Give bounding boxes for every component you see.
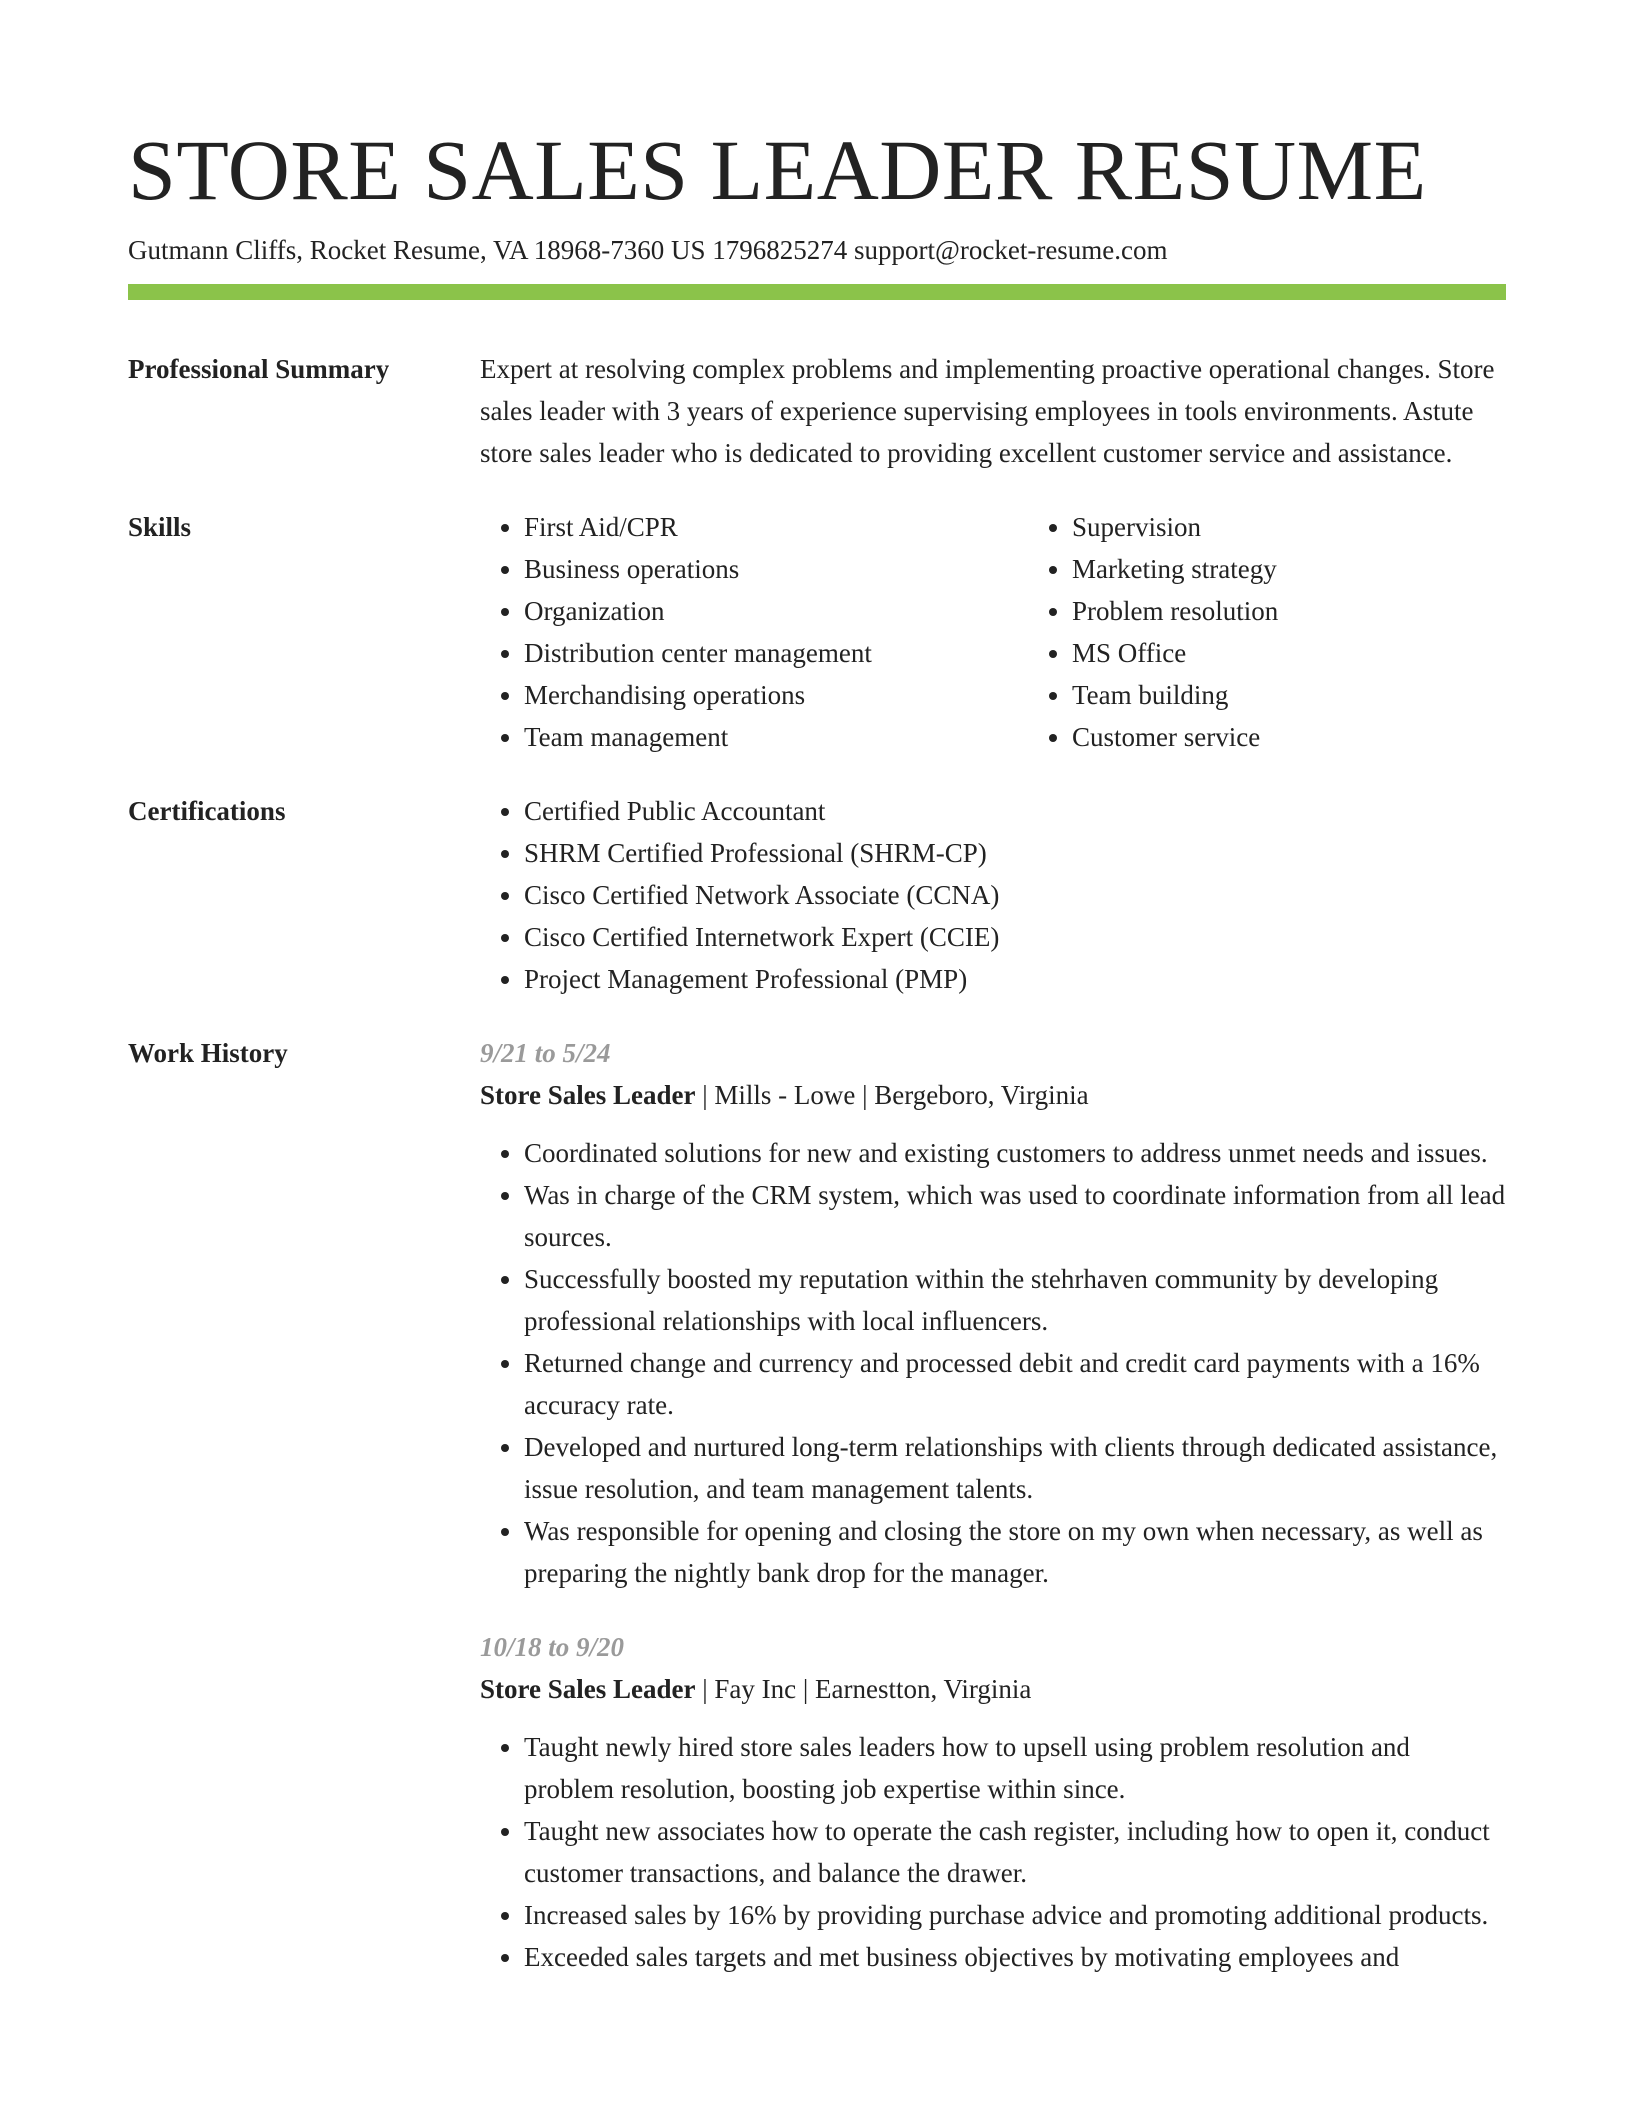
- certifications-section: [128, 790, 1506, 1000]
- certification-item: • SHRM Certified Professional (SHRM-CP): [524, 832, 1506, 874]
- summary-section: [128, 348, 1506, 474]
- certifications-list: [480, 790, 1506, 1000]
- job-bullet: • Successfully boosted my reputation within the stehrhaven community by developing professional relationships with local influencers.: [524, 1258, 1506, 1342]
- job-entry: [480, 1626, 1506, 1978]
- job-bullet: • Coordinated solutions for new and existing customers to address unmet needs and issues.: [524, 1132, 1506, 1174]
- certification-item: • Project Management Professional (PMP): [524, 958, 1506, 1000]
- job-entry: [480, 1032, 1506, 1594]
- job-bullet: • Taught newly hired store sales leaders how to upsell using problem resolution and problem resolution, boosting job expertise within since.: [524, 1726, 1506, 1810]
- section-label-skills: Skills: [128, 512, 192, 542]
- resume-page: [128, 118, 1506, 1978]
- skill-item: • Organization: [524, 590, 1028, 632]
- job-bullet: • Developed and nurtured long-term relationships with clients through dedicated assistance, issue resolution, and team management talents.: [524, 1426, 1506, 1510]
- job-bullet: • Taught new associates how to operate the cash register, including how to open it, conduct customer transactions, and balance the drawer.: [524, 1810, 1506, 1894]
- certification-item: • Certified Public Accountant: [524, 790, 1506, 832]
- skill-item: • Supervision: [1072, 506, 1576, 548]
- contact-line: Gutmann Cliffs, Rocket Resume, VA 18968-7360 US 1796825274 support@rocket-resume.com: [128, 235, 1168, 265]
- skill-item: • Marketing strategy: [1072, 548, 1576, 590]
- work-history-section: [128, 1032, 1506, 1978]
- skill-item: • Distribution center management: [524, 632, 1028, 674]
- job-title: Store Sales Leader: [480, 1674, 696, 1704]
- job-heading: [480, 1668, 1506, 1710]
- job-dates: 9/21 to 5/24: [480, 1038, 611, 1068]
- job-bullets: [480, 1132, 1506, 1594]
- summary-text: Expert at resolving complex problems and implementing proactive operational changes. Store sales leader with 3 years of experience supervising employees in tools environments. Astute store sales leader who is dedicated to providing excellent customer service and assistance.: [480, 354, 1495, 468]
- job-bullet: • Was in charge of the CRM system, which was used to coordinate information from all lead sources.: [524, 1174, 1506, 1258]
- job-bullets: [480, 1726, 1506, 1978]
- job-details: | Mills - Lowe | Bergeboro, Virginia: [695, 1080, 1089, 1110]
- skills-grid: [480, 506, 1576, 758]
- job-details: | Fay Inc | Earnestton, Virginia: [695, 1674, 1032, 1704]
- skill-item: • Merchandising operations: [524, 674, 1028, 716]
- section-label-certifications: Certifications: [128, 796, 286, 826]
- skill-item: • Business operations: [524, 548, 1028, 590]
- skill-item: • Team management: [524, 716, 1028, 758]
- skills-column-2: [1028, 506, 1576, 758]
- skill-item: • First Aid/CPR: [524, 506, 1028, 548]
- resume-title: STORE SALES LEADER RESUME: [128, 122, 1427, 218]
- skills-column-1: [480, 506, 1028, 758]
- certification-item: • Cisco Certified Internetwork Expert (CCIE): [524, 916, 1506, 958]
- work-history-body: [480, 1032, 1506, 1978]
- skill-item: • Problem resolution: [1072, 590, 1576, 632]
- section-label-work-history: Work History: [128, 1038, 288, 1068]
- skills-body: [480, 506, 1576, 758]
- job-bullet: • Exceeded sales targets and met business objectives by motivating employees and: [524, 1936, 1506, 1978]
- skills-section: [128, 506, 1506, 758]
- certifications-body: [480, 790, 1506, 1000]
- job-bullet: • Increased sales by 16% by providing purchase advice and promoting additional products.: [524, 1894, 1506, 1936]
- skill-item: • Team building: [1072, 674, 1576, 716]
- job-heading: [480, 1074, 1506, 1116]
- job-dates: 10/18 to 9/20: [480, 1632, 625, 1662]
- skill-item: • MS Office: [1072, 632, 1576, 674]
- accent-divider: [128, 284, 1506, 300]
- certification-item: • Cisco Certified Network Associate (CCNA): [524, 874, 1506, 916]
- job-title: Store Sales Leader: [480, 1080, 696, 1110]
- skill-item: • Customer service: [1072, 716, 1576, 758]
- section-label-summary: Professional Summary: [128, 354, 390, 384]
- job-bullet: • Was responsible for opening and closing the store on my own when necessary, as well as preparing the nightly bank drop for the manager.: [524, 1510, 1506, 1594]
- job-bullet: • Returned change and currency and processed debit and credit card payments with a 16% accuracy rate.: [524, 1342, 1506, 1426]
